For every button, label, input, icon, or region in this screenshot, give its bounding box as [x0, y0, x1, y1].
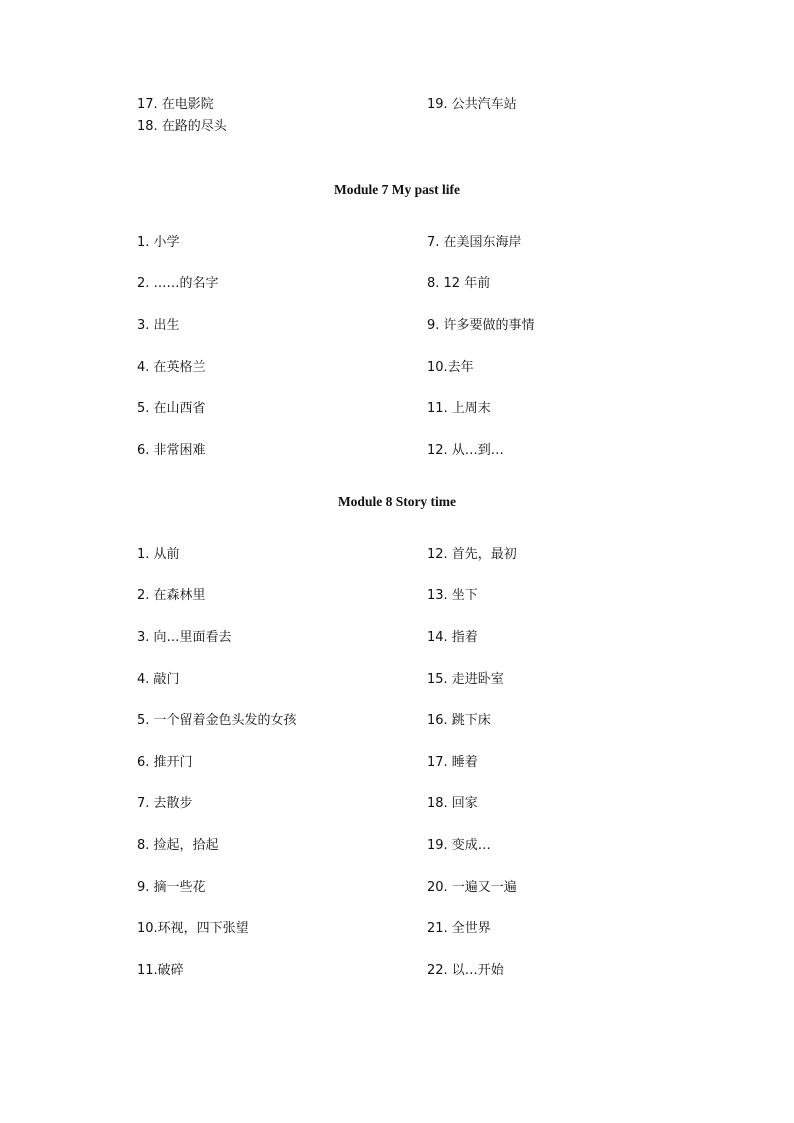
vocab-item: 18. 回家	[427, 796, 478, 811]
vocab-item: 8. 捡起，拾起	[137, 838, 219, 853]
vocab-item: 10.去年	[427, 360, 474, 375]
vocab-item: 4. 敲门	[137, 672, 180, 687]
vocab-item: 6. 推开门	[137, 755, 193, 770]
vocab-item: 17. 睡着	[427, 755, 478, 770]
vocab-item: 11. 上周末	[427, 401, 491, 416]
section-heading-module-8: Module 8 Story time	[337, 494, 457, 509]
vocab-item: 5. 在山西省	[137, 401, 206, 416]
vocab-item: 3. 向…里面看去	[137, 630, 232, 645]
vocab-item: 13. 坐下	[427, 588, 478, 603]
vocab-item: 8. 12 年前	[427, 276, 491, 291]
section-heading-module-7: Module 7 My past life	[334, 182, 460, 197]
vocab-item: 2. ……的名字	[137, 276, 219, 291]
vocab-item: 7. 去散步	[137, 796, 193, 811]
vocab-item: 19. 公共汽车站	[427, 97, 517, 112]
vocab-item: 3. 出生	[137, 318, 180, 333]
vocab-item: 18. 在路的尽头	[137, 119, 227, 134]
vocab-item: 20. 一遍又一遍	[427, 880, 517, 895]
vocab-item: 16. 跳下床	[427, 713, 491, 728]
vocab-item: 7. 在美国东海岸	[427, 235, 522, 250]
vocab-item: 9. 许多要做的事情	[427, 318, 535, 333]
vocab-item: 12. 从…到…	[427, 443, 504, 458]
vocab-item: 17. 在电影院	[137, 97, 214, 112]
vocab-item: 4. 在英格兰	[137, 360, 206, 375]
vocab-item: 22. 以…开始	[427, 963, 504, 978]
vocab-item: 6. 非常困难	[137, 443, 206, 458]
vocab-item: 5. 一个留着金色头发的女孩	[137, 713, 297, 728]
vocab-item: 1. 小学	[137, 235, 180, 250]
vocab-item: 10.环视，四下张望	[137, 921, 249, 936]
vocab-item: 1. 从前	[137, 547, 180, 562]
vocab-item: 15. 走进卧室	[427, 672, 504, 687]
vocab-item: 2. 在森林里	[137, 588, 206, 603]
vocab-item: 12. 首先，最初	[427, 547, 517, 562]
vocab-item: 11.破碎	[137, 963, 184, 978]
vocab-item: 21. 全世界	[427, 921, 491, 936]
vocab-item: 19. 变成…	[427, 838, 491, 853]
vocab-item: 9. 摘一些花	[137, 880, 206, 895]
vocab-item: 14. 指着	[427, 630, 478, 645]
